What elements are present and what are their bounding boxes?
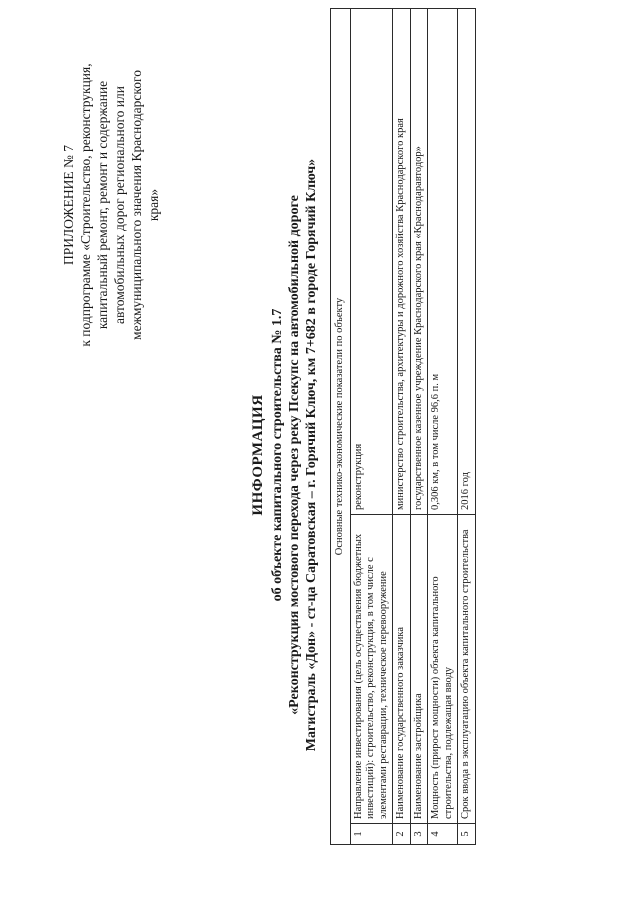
- heading-line-2: «Реконструкция мостового перехода через реку Псекупс на автомобильной дороге: [287, 195, 302, 715]
- row-number: 4: [428, 824, 458, 845]
- row-number: 2: [393, 824, 411, 845]
- row-value: министерство строительства, архитектуры и дорожного хозяйства Краснодарского края: [393, 9, 411, 515]
- appendix-block: [60, 55, 162, 355]
- heading-line-3: Магистраль «Дон» - ст-ца Саратовская – г. Горячий Ключ, км 7+682 в городе Горячий Ключ»: [304, 158, 319, 752]
- row-number: 3: [410, 824, 428, 845]
- row-number: 5: [458, 824, 476, 845]
- appendix-text: к подпрограмме «Строительство, реконструкция, капитальный ремонт, ремонт и содержание автомобильных дорог регионального или межмуниципального значения Краснодарского края»: [78, 63, 161, 347]
- row-value: 0,306 км, в том числе 96,6 п. м: [428, 9, 458, 515]
- table-row: [393, 9, 411, 845]
- row-indicator: Срок ввода в эксплуатацию объекта капитального строительства: [458, 515, 476, 824]
- row-indicator: Направление инвестирования (цель осуществления бюджетных инвестиций): строительство, реконструкция, в том числе с элементами реставрации, техническое перевооружение: [350, 515, 393, 824]
- document-heading: [250, 45, 320, 865]
- table-caption: Основные технико-экономические показатели по объекту: [331, 9, 351, 845]
- indicators-table: [330, 8, 476, 845]
- table-row: [350, 9, 393, 845]
- row-value: реконструкция: [350, 9, 393, 515]
- table-row: [428, 9, 458, 845]
- row-value: 2016 год: [458, 9, 476, 515]
- row-indicator: Наименование застройщика: [410, 515, 428, 824]
- heading-line-1: об объекте капитального строительства № 1.7: [270, 308, 285, 602]
- table-row: [458, 9, 476, 845]
- table-row: [410, 9, 428, 845]
- row-indicator: Наименование государственного заказчика: [393, 515, 411, 824]
- appendix-title: ПРИЛОЖЕНИЕ № 7: [61, 144, 76, 266]
- row-number: 1: [350, 824, 393, 845]
- row-indicator: Мощность (прирост мощности) объекта капитального строительства, подлежащая вводу: [428, 515, 458, 824]
- row-value: государственное казенное учреждение Краснодарского края «Краснодаравтодор»: [410, 9, 428, 515]
- document-title: ИНФОРМАЦИЯ: [250, 394, 266, 516]
